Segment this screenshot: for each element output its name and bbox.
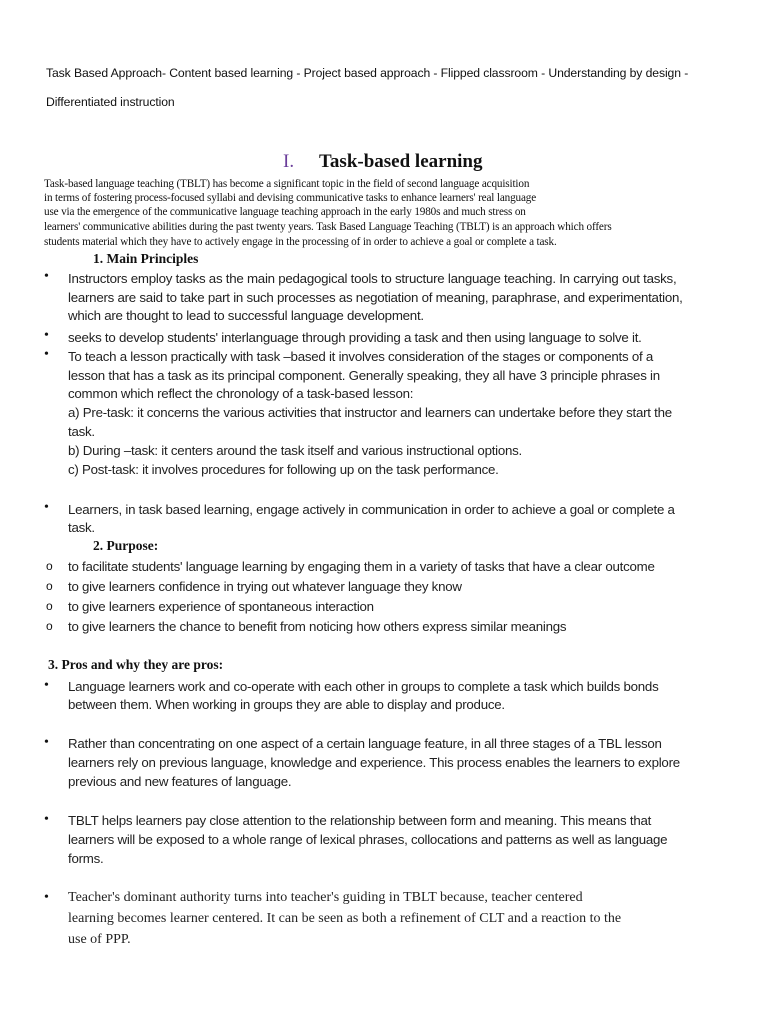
list-item-line: learners are said to take part in such processes as negotiation of meaning, paraphrase, and experimentation,: [68, 290, 683, 305]
bullet-icon: •: [44, 328, 49, 343]
purpose-item: to give learners confidence in trying out whatever language they know: [68, 579, 462, 594]
list-item-line: learners rely on previous language, knowledge and experience. This process enables the learners to explore: [68, 755, 680, 770]
circle-bullet-icon: o: [46, 619, 53, 633]
list-item-line: Language learners work and co-operate with each other in groups to complete a task which builds bonds: [68, 679, 659, 694]
section-title: Task-based learning: [319, 151, 483, 172]
circle-bullet-icon: o: [46, 599, 53, 613]
section-heading: [283, 151, 483, 173]
intro-line: in terms of fostering process-focused syllabi and devising communicative tasks to enhance learners' real language: [44, 192, 537, 204]
intro-line: Task-based language teaching (TBLT) has become a significant topic in the field of second language acquisition: [44, 178, 530, 190]
list-item-line: Instructors employ tasks as the main pedagogical tools to structure language teaching. In carrying out tasks,: [68, 271, 677, 286]
bullet-icon: •: [44, 678, 49, 693]
bullet-icon: •: [44, 347, 49, 362]
list-item-line: lesson that has a task as its principal component. Generally speaking, they all have 3 principle phrases in: [68, 368, 660, 383]
list-item-line: use of PPP.: [68, 932, 131, 947]
bullet-icon: •: [44, 890, 49, 905]
purpose-item: to give learners experience of spontaneous interaction: [68, 599, 374, 614]
list-item-line: forms.: [68, 851, 104, 866]
list-item-line: seeks to develop students' interlanguage through providing a task and then using language to solve it.: [68, 330, 642, 345]
pros-heading: 3. Pros and why they are pros:: [48, 657, 224, 672]
main-principles-heading: 1. Main Principles: [93, 251, 199, 266]
purpose-item: to facilitate students' language learning by engaging them in a variety of tasks that have a clear outcome: [68, 559, 655, 574]
bullet-icon: •: [44, 500, 49, 515]
section-numeral: I.: [283, 151, 295, 172]
list-item-line: b) During –task: it centers around the task itself and various instructional options.: [68, 443, 522, 458]
circle-bullet-icon: o: [46, 579, 53, 593]
intro-line: learners' communicative abilities during the past twenty years. Task Based Language Teaching (TBLT) is an approach which offers: [44, 221, 612, 233]
bullet-icon: •: [44, 269, 49, 284]
topics-line-continued: Differentiated instruction: [46, 95, 175, 109]
list-item-line: Teacher's dominant authority turns into teacher's guiding in TBLT because, teacher centered: [68, 890, 583, 905]
list-item-line: Learners, in task based learning, engage actively in communication in order to achieve a goal or complete a: [68, 502, 675, 517]
list-item-line: learners will be exposed to a whole range of lexical phrases, collocations and patterns as well as language: [68, 832, 668, 847]
list-item-line: TBLT helps learners pay close attention to the relationship between form and meaning. This means that: [68, 813, 652, 828]
list-item-line: a) Pre-task: it concerns the various activities that instructor and learners can undertake before they start the: [68, 405, 672, 420]
list-item-line: To teach a lesson practically with task –based it involves consideration of the stages or components of a: [68, 349, 654, 364]
bullet-icon: •: [44, 812, 49, 827]
list-item-line: c) Post-task: it involves procedures for following up on the task performance.: [68, 462, 499, 477]
list-item-line: task.: [68, 520, 95, 535]
topics-line: Task Based Approach- Content based learning - Project based approach - Flipped classroom - Understanding by design -: [46, 66, 689, 80]
list-item-line: Rather than concentrating on one aspect of a certain language feature, in all three stages of a TBL lesson: [68, 736, 662, 751]
list-item-line: which are thought to lead to successful language development.: [68, 308, 424, 323]
purpose-heading: 2. Purpose:: [93, 538, 159, 553]
list-item-line: previous and new features of language.: [68, 774, 292, 789]
bullet-icon: •: [44, 735, 49, 750]
list-item-line: common which reflect the chronology of a task-based lesson:: [68, 386, 414, 401]
circle-bullet-icon: o: [46, 559, 53, 573]
intro-line: students material which they have to actively engage in the processing of in order to achieve a goal or complete a task.: [44, 236, 557, 248]
intro-line: use via the emergence of the communicative language teaching approach in the early 1980s and much stress on: [44, 206, 526, 218]
list-item-line: learning becomes learner centered. It can be seen as both a refinement of CLT and a reaction to the: [68, 911, 622, 926]
list-item-line: between them. When working in groups they are able to display and produce.: [68, 697, 505, 712]
purpose-item: to give learners the chance to benefit from noticing how others express similar meanings: [68, 619, 567, 634]
list-item-line: task.: [68, 424, 95, 439]
